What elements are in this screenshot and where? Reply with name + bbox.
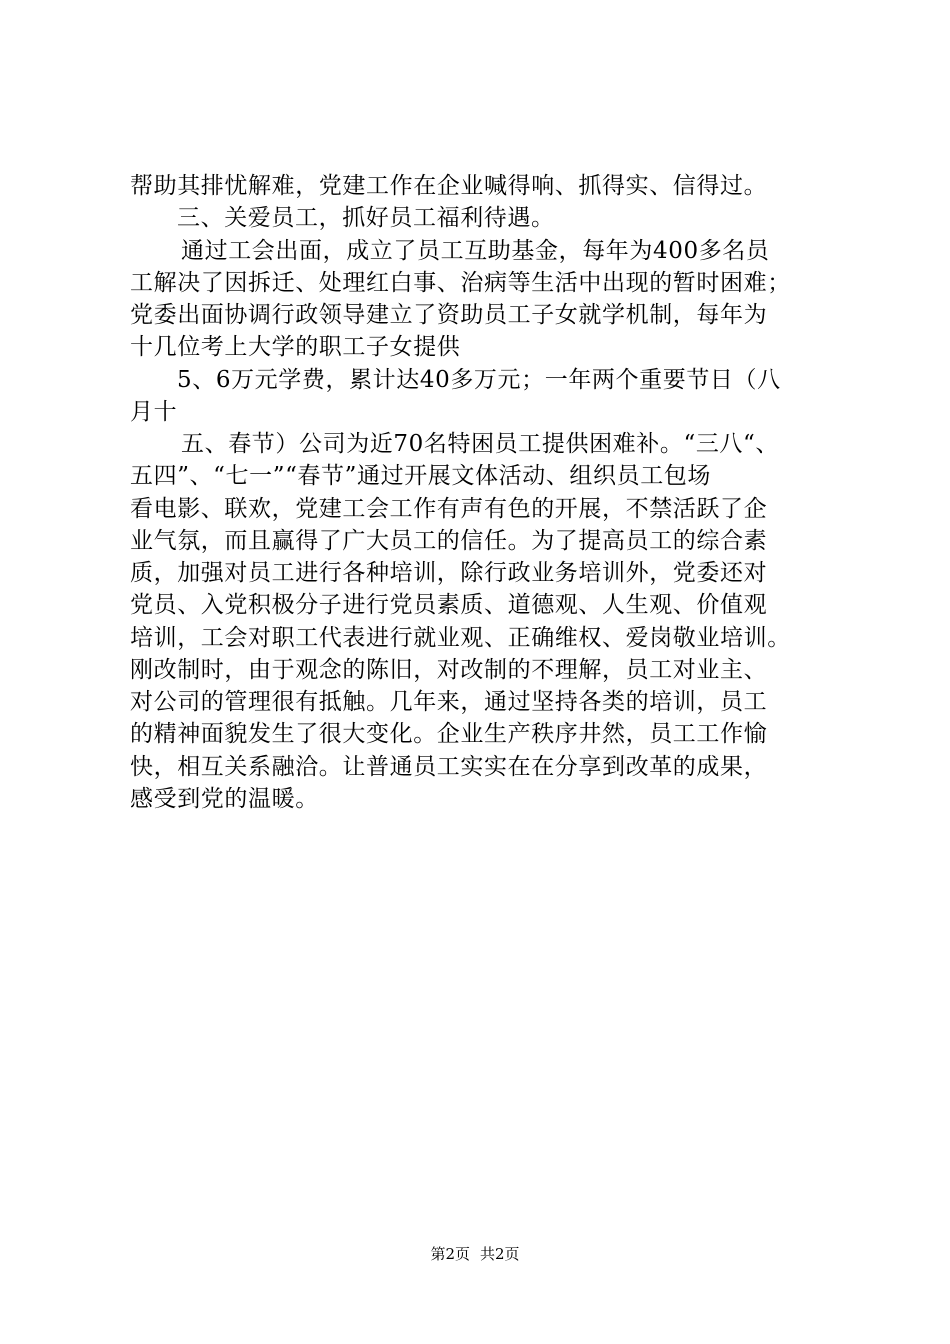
text-line: 十几位考上大学的职工子女提供 xyxy=(130,334,461,360)
text-line: 帮助其排忧解难，党建工作在企业喊得响、抓得实、信得过。 xyxy=(130,173,768,199)
page-total: 共2页 xyxy=(480,1245,520,1263)
text-line: 看电影、联欢，党建工会工作有声有色的开展，不禁活跃了企 xyxy=(130,496,768,522)
text-line: 党员、入党积极分子进行党员素质、道德观、人生观、价值观 xyxy=(130,592,768,618)
section-heading: 三、关爱员工，抓好员工福利待遇。 xyxy=(177,205,555,231)
text-line: 培训，工会对职工代表进行就业观、正确维权、爱岗敬业培训。 xyxy=(130,625,791,651)
page-number: 第2页 xyxy=(430,1245,470,1263)
text-line: 质，加强对员工进行各种培训，除行政业务培训外，党委还对 xyxy=(130,560,768,586)
text-line: 党委出面协调行政领导建立了资助员工子女就学机制，每年为 xyxy=(130,302,768,328)
text-line: 业气氛，而且赢得了广大员工的信任。为了提高员工的综合素 xyxy=(130,528,768,554)
text-line: 通过工会出面，成立了员工互助基金，每年为400多名员 xyxy=(181,238,770,264)
text-line: 刚改制时，由于观念的陈旧，对改制的不理解，员工对业主、 xyxy=(130,657,768,683)
text-line: 的精神面貌发生了很大变化。企业生产秩序井然，员工工作愉 xyxy=(130,721,768,747)
text-line: 五、春节）公司为近70名特困员工提供困难补。“三八“、 xyxy=(181,431,779,457)
text-line: 月十 xyxy=(130,399,178,425)
text-line: 感受到党的温暖。 xyxy=(130,786,319,812)
page-footer xyxy=(0,1244,950,1264)
text-line: 5、6万元学费，累计达40多万元；一年两个重要节日（八 xyxy=(177,367,781,393)
text-line: 五四”、“七一”“春节”通过开展文体活动、组织员工包场 xyxy=(130,463,711,489)
text-line: 工解决了因拆迁、处理红白事、治病等生活中出现的暂时困难； xyxy=(130,270,791,296)
text-line: 快，相互关系融洽。让普通员工实实在在分享到改革的成果， xyxy=(130,754,768,780)
text-line: 对公司的管理很有抵触。几年来，通过坚持各类的培训，员工 xyxy=(130,689,768,715)
